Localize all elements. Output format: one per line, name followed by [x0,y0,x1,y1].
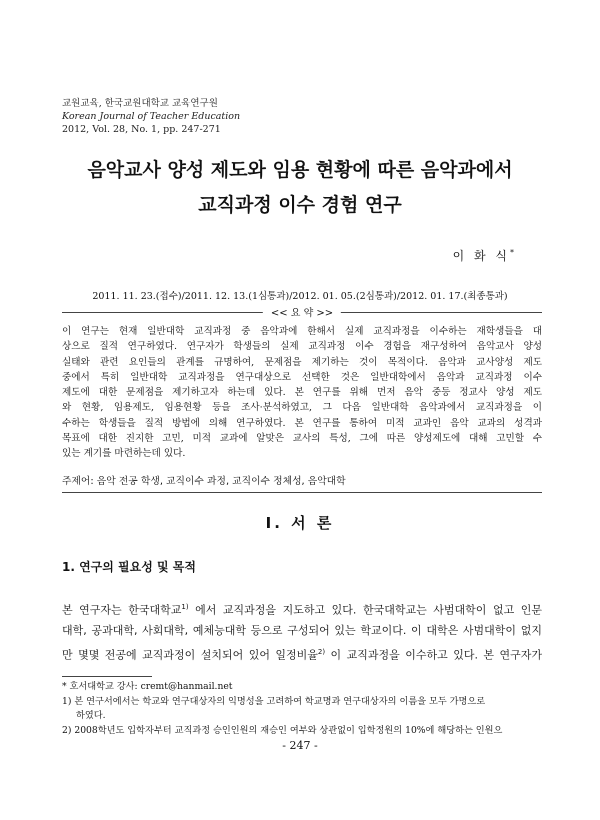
footnote-item: 2) 2008학년도 입학자부터 교직과정 승인인원의 재승인 여부와 상관없이 입학정원의 10%에 해당하는 인원으 [62,724,503,736]
abstract-line: 와 현황, 임용제도, 임용현황 등을 조사·분석하였고, 그 다음 일반대학 음악과에서 교직과정을 이 [62,402,542,414]
abstract-bottom-rule [62,492,542,493]
abstract-body [62,324,542,462]
review-dates: 2011. 11. 23.(접수)/2011. 12. 13.(1심통과)/2012. 01. 05.(2심통과)/2012. 01. 17.(최종통과) [92,291,508,302]
abstract-line: 실태와 관련 요인들의 관계를 규명하여, 문제점을 제기하는 것이 목적이다. 음악과 교사양성 제도 [62,356,542,368]
section-heading: Ⅰ. 서 론 [265,514,335,532]
body-line [62,642,542,666]
paper-title-line-2: 교직과정 이수 경험 연구 [198,194,402,216]
abstract-heading [62,304,542,320]
page-number: - 247 - [282,739,318,752]
footnote-rule [62,676,152,677]
journal-name-korean: 교원교육, 한국교원대학교 교육연구원 [62,98,218,109]
footnote-item: 하였다. [76,710,106,722]
body-text-segment: 에서 교직과정을 지도하고 있다. 한국대학교는 사범대학이 없고 인문 [188,603,542,617]
abstract-line: 목표에 대한 진지한 고민, 미적 교과에 알맞은 교사의 특성, 그에 따른 양성제도에 대해 고민할 수 [62,433,542,445]
subsection-heading: 1. 연구의 필요성 및 목적 [62,560,196,574]
journal-header [62,97,240,136]
keywords: 주제어: 음악 전공 학생, 교직이수 과정, 교직이수 정체성, 음악대학 [62,476,346,487]
footnote-item: * 호서대학교 강사: cremt@hanmail.net [62,681,233,692]
journal-volume: 2012, Vol. 28, No. 1, pp. 247-271 [62,124,221,135]
body-text-segment: 본 연구자는 한국대학교 [62,603,182,617]
body-text-segment: 이 교직과정을 이수하고 있다. 본 연구자가 [325,648,542,662]
body-text-segment: 대학, 공과대학, 사회대학, 예체능대학 등으로 구성되어 있는 학교이다. 이 대학은 사범대학이 없지 [62,624,542,638]
footnotes [62,680,542,738]
footnote-ref[interactable]: 2) [317,647,326,656]
body-text [62,597,542,666]
footnote-item: 1) 본 연구서에서는 학교와 연구대상자의 익명성을 고려하여 학교명과 연구대상자의 이름을 모두 가명으로 [62,695,486,707]
author-name [453,247,514,264]
journal-name-english: Korean Journal of Teacher Education [62,111,241,122]
abstract-label: << 요 약 >> [263,304,341,319]
body-line [62,597,542,621]
abstract-line: 수하는 학생들을 질적 방법에 의해 연구하였다. 본 연구를 통하여 미적 교과인 음악 교과의 성격과 [62,417,542,429]
footnote-ref[interactable]: 1) [181,603,189,611]
abstract-line: 이 연구는 현재 일반대학 교직과정 중 음악과에 한해서 실제 교직과정을 이수하는 재학생들을 대 [62,326,542,337]
abstract-line: 제도에 대한 문제점을 제기하고자 하는데 있다. 본 연구를 위해 먼저 음악 중등 정교사 양성 제도 [62,387,542,399]
abstract-line: 상으로 질적 연구하였다. 연구자가 학생들의 실제 교직과정 이수 경험을 재구성하여 음악교사 양성 [62,341,542,353]
author-name-text: 이 화 식 [452,249,510,263]
abstract-line: 중에서 특히 일반대학 교직과정을 연구대상으로 선택한 것은 일반대학에서 음악과 교직과정 이수 [62,371,542,383]
abstract-line: 있는 계기를 마련하는데 있다. [62,448,186,460]
paper-title-line-1: 음악교사 양성 제도와 임용 현황에 따른 음악과에서 [87,159,513,181]
body-text-segment: 만 몇몇 전공에 교직과정이 설치되어 있어 일정비율 [62,648,318,662]
body-line [62,621,542,642]
author-footnote-mark: * [510,248,514,257]
